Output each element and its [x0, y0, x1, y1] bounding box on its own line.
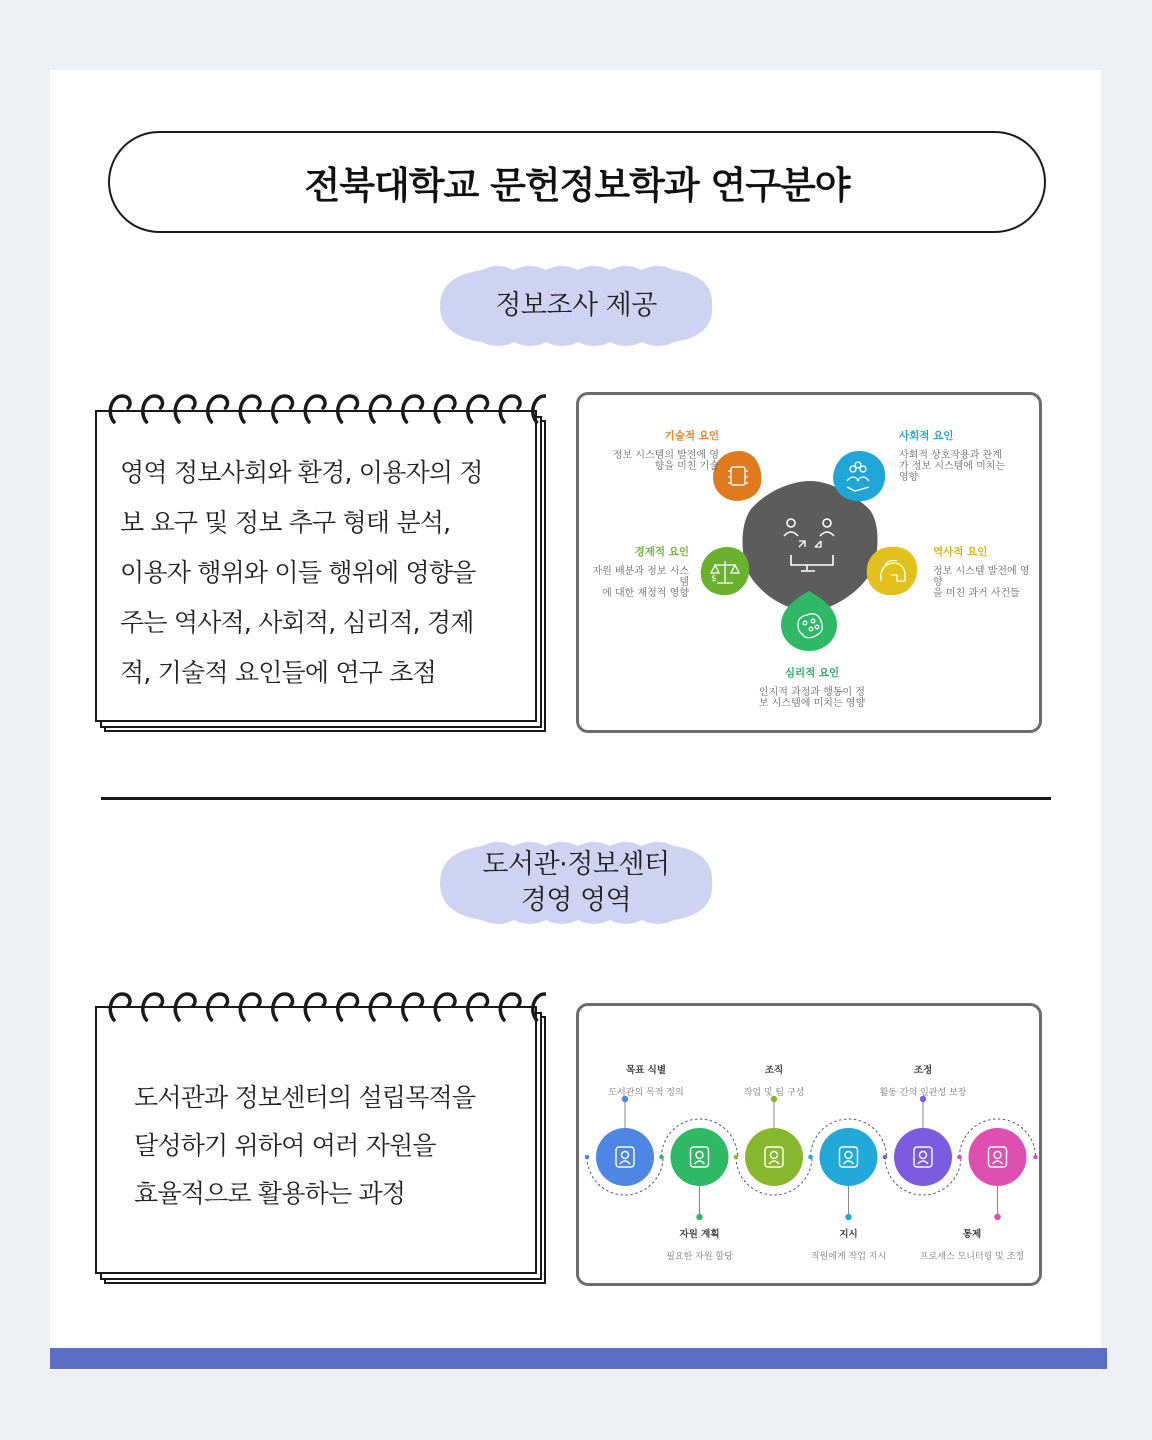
spiral-rings-icon	[94, 988, 546, 1028]
step-desc: 필요한 자원 할당	[666, 1252, 733, 1262]
note-line: 도서관과 정보센터의 설립목적을	[134, 1083, 476, 1112]
note-line: 적, 기술적 요인들에 연구 초점	[120, 658, 436, 687]
cloud-line: 도서관·정보센터	[482, 849, 670, 880]
section1-cloud-badge	[438, 262, 714, 350]
social-factor-label	[899, 431, 1039, 483]
stem-dot	[696, 1214, 702, 1220]
spiral-ring	[500, 396, 520, 422]
step-desc: 활동 간의 일관성 보장	[879, 1088, 967, 1098]
process-step-label	[907, 1226, 1037, 1262]
spiral-ring	[110, 994, 130, 1020]
spiral-ring	[208, 994, 228, 1020]
spiral-ring	[240, 994, 260, 1020]
factor-desc: 가 정보 시스템에 미치는	[899, 461, 1006, 472]
factor-desc: 향을 미친 기술	[654, 461, 719, 472]
spiral-ring	[468, 994, 488, 1020]
tech-factor-label	[589, 431, 719, 472]
note-line: 주는 역사적, 사회적, 심리적, 경제	[120, 608, 474, 637]
spiral-ring	[533, 396, 546, 422]
process-step-label	[635, 1226, 765, 1262]
step-desc: 직원에게 작업 지시	[810, 1252, 887, 1262]
process-step-label	[784, 1226, 914, 1262]
factors-diagram-panel	[576, 392, 1042, 733]
connector-dot	[585, 1155, 590, 1160]
factor-desc: 자원 배분과 정보 시스템	[592, 566, 689, 588]
section1-cloud-label: 정보조사 제공	[495, 290, 657, 321]
spiral-ring	[175, 396, 195, 422]
process-step-label	[858, 1062, 988, 1098]
step-circle	[894, 1128, 952, 1186]
spiral-ring	[208, 396, 228, 422]
connector-dot	[957, 1155, 962, 1160]
process-step-label	[709, 1062, 839, 1098]
note-line: 보 요구 및 정보 추구 형태 분석,	[120, 508, 451, 537]
step-title: 조정	[913, 1065, 933, 1076]
bottom-accent-bar	[50, 1348, 1107, 1369]
step-title: 자원 계획	[679, 1229, 720, 1240]
spiral-rings-icon	[94, 390, 546, 430]
step-circle	[596, 1128, 654, 1186]
spiral-ring	[143, 994, 163, 1020]
factor-desc: 보 시스템에 미치는 영향	[758, 698, 866, 709]
cloud-line: 경영 영역	[520, 885, 632, 916]
step-title: 지시	[839, 1229, 858, 1240]
section2-cloud-label	[438, 847, 714, 919]
process-step-label	[581, 1062, 711, 1098]
spiral-ring	[403, 994, 423, 1020]
spiral-ring	[370, 396, 390, 422]
spiral-ring	[533, 994, 546, 1020]
svg-text:$: $	[711, 574, 717, 584]
factor-desc: 을 미친 과거 사건들	[933, 588, 1020, 599]
connector-dot	[734, 1155, 739, 1160]
psy-factor-label	[739, 668, 885, 709]
spiral-ring	[110, 396, 130, 422]
factor-title: 사회적 요인	[899, 430, 954, 442]
section2-cloud-badge	[438, 838, 714, 928]
step-title: 조직	[764, 1065, 784, 1076]
spiral-ring	[305, 994, 325, 1020]
step-desc: 프로세스 모니터링 및 조정	[919, 1252, 1025, 1262]
factor-desc: 정보 시스템 발전에 영향	[933, 566, 1030, 588]
step-title: 통제	[962, 1229, 982, 1240]
stem-dot	[845, 1214, 851, 1220]
spiral-ring	[403, 396, 423, 422]
spiral-ring	[435, 994, 455, 1020]
spiral-ring	[143, 396, 163, 422]
section-divider	[101, 797, 1051, 800]
connector-dot	[659, 1155, 664, 1160]
factor-desc: 에 대한 재정적 영향	[602, 588, 689, 599]
social-drop	[833, 451, 885, 501]
factor-desc: 정보 시스템의 발전에 영	[612, 450, 719, 461]
step-circle	[671, 1128, 729, 1186]
spiral-ring	[370, 994, 390, 1020]
step-circle	[820, 1128, 878, 1186]
connector-dot	[883, 1155, 888, 1160]
spiral-ring	[273, 994, 293, 1020]
factor-title: 심리적 요인	[784, 667, 840, 679]
tech-drop	[713, 451, 761, 501]
section2-note-text	[134, 1074, 524, 1218]
factor-desc: 인지적 과정과 행동이 정	[758, 687, 866, 698]
spiral-ring	[468, 396, 488, 422]
hist-factor-label	[933, 547, 1039, 599]
step-desc: 도서관의 목적 정의	[608, 1088, 684, 1098]
spiral-ring	[240, 396, 260, 422]
spiral-ring	[435, 396, 455, 422]
page-title: 전북대학교 문헌정보학과 연구분야	[108, 131, 1046, 233]
factor-title: 역사적 요인	[933, 546, 988, 558]
hist-drop	[867, 547, 918, 596]
factor-desc: 영향	[899, 472, 919, 483]
step-title: 목표 식별	[625, 1065, 666, 1076]
econ-drop	[701, 547, 750, 595]
management-process-panel	[576, 1003, 1042, 1286]
spiral-ring	[273, 396, 293, 422]
note-line: 영역 정보사회와 환경, 이용자의 정	[120, 458, 483, 487]
section1-note-text	[120, 448, 520, 698]
factor-title: 기술적 요인	[664, 430, 719, 442]
section2-notepad	[94, 988, 546, 1286]
note-line: 효율적으로 활용하는 과정	[134, 1179, 406, 1208]
note-line: 이용자 행위와 이들 행위에 영향을	[120, 558, 476, 587]
spiral-ring	[305, 396, 325, 422]
section1-notepad	[94, 390, 546, 735]
econ-factor-label	[583, 547, 689, 599]
step-desc: 작업 및 팀 구성	[743, 1088, 805, 1098]
spiral-ring	[175, 994, 195, 1020]
connector-dot	[808, 1155, 813, 1160]
note-line: 달성하기 위하여 여러 자원을	[134, 1131, 436, 1160]
connector-dot	[1033, 1155, 1038, 1160]
spiral-ring	[338, 396, 358, 422]
spiral-ring	[500, 994, 520, 1020]
factor-desc: 사회적 상호작용과 관계	[899, 450, 1002, 461]
factor-title: 경제적 요인	[634, 546, 689, 558]
spiral-ring	[338, 994, 358, 1020]
step-circle	[745, 1128, 803, 1186]
stem-dot	[994, 1214, 1000, 1220]
step-circle	[969, 1128, 1027, 1186]
